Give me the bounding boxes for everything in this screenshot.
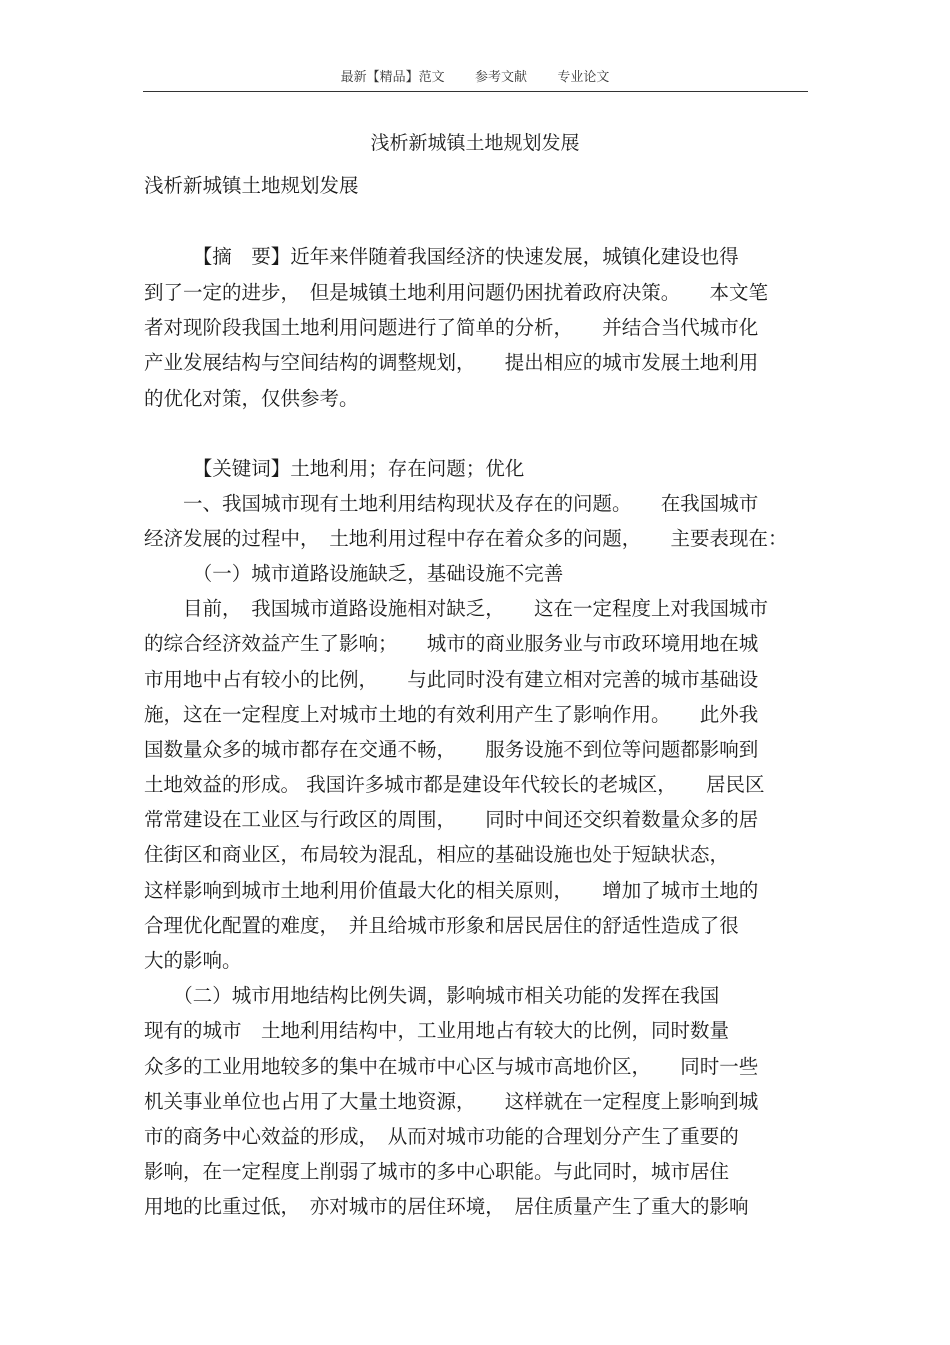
- body-line: 国数量众多的城市都存在交通不畅， 服务设施不到位等问题都影响到: [144, 738, 759, 761]
- body-line: 机关事业单位也占用了大量土地资源， 这样就在一定程度上影响到城: [144, 1090, 759, 1113]
- body-line: 合理优化配置的难度， 并且给城市形象和居民居住的舒适性造成了很: [144, 914, 739, 937]
- body-line: 浅析新城镇土地规划发展: [144, 174, 359, 197]
- body-line: 众多的工业用地较多的集中在城市中心区与城市高地价区， 同时一些: [144, 1055, 759, 1078]
- body-line: 【摘 要】近年来伴随着我国经济的快速发展，城镇化建设也得: [144, 245, 739, 268]
- body-line: 的综合经济效益产生了影响； 城市的商业服务业与市政环境用地在城: [144, 632, 759, 655]
- body-line: 住街区和商业区，布局较为混乱，相应的基础设施也处于短缺状态，: [144, 843, 730, 866]
- body-line: 这样影响到城市土地利用价值最大化的相关原则， 增加了城市土地的: [144, 879, 759, 902]
- body-line: 者对现阶段我国土地利用问题进行了简单的分析， 并结合当代城市化: [144, 316, 759, 339]
- body-line: 现有的城市 土地利用结构中，工业用地占有较大的比例，同时数量: [144, 1019, 730, 1042]
- body-line: （一）城市道路设施缺乏，基础设施不完善: [144, 562, 564, 585]
- body-line: 一、我国城市现有土地利用结构现状及存在的问题。 在我国城市: [144, 492, 759, 515]
- document-title: 浅析新城镇土地规划发展: [370, 132, 580, 154]
- body-line: （二）城市用地结构比例失调，影响城市相关功能的发挥在我国: [144, 984, 720, 1007]
- body-line: 市用地中占有较小的比例， 与此同时没有建立相对完善的城市基础设: [144, 668, 759, 691]
- body-line: 常常建设在工业区与行政区的周围， 同时中间还交织着数量众多的居: [144, 808, 759, 831]
- body-line: 【关键词】土地利用；存在问题；优化: [144, 457, 525, 480]
- body-line: 目前， 我国城市道路设施相对缺乏， 这在一定程度上对我国城市: [144, 597, 769, 620]
- body-line: 经济发展的过程中， 土地利用过程中存在着众多的问题， 主要表现在：: [144, 527, 788, 550]
- body-line: 大的影响。: [144, 949, 242, 972]
- body-line: 土地效益的形成。 我国许多城市都是建设年代较长的老城区， 居民区: [144, 773, 765, 796]
- body-line: 用地的比重过低， 亦对城市的居住环境， 居住质量产生了重大的影响: [144, 1195, 749, 1218]
- body-line: 市的商务中心效益的形成， 从而对城市功能的合理划分产生了重要的: [144, 1125, 739, 1148]
- body-line: 产业发展结构与空间结构的调整规划， 提出相应的城市发展土地利用: [144, 351, 759, 374]
- body-line: 到了一定的进步， 但是城镇土地利用问题仍困扰着政府决策。 本文笔: [144, 281, 769, 304]
- body-line: 影响，在一定程度上削弱了城市的多中心职能。与此同时，城市居住: [144, 1160, 730, 1183]
- header-divider: [143, 91, 808, 92]
- body-line: 施，这在一定程度上对城市土地的有效利用产生了影响作用。 此外我: [144, 703, 759, 726]
- page-header: 最新【精品】范文 参考文献 专业论文: [340, 70, 610, 85]
- body-line: 的优化对策，仅供参考。: [144, 387, 359, 410]
